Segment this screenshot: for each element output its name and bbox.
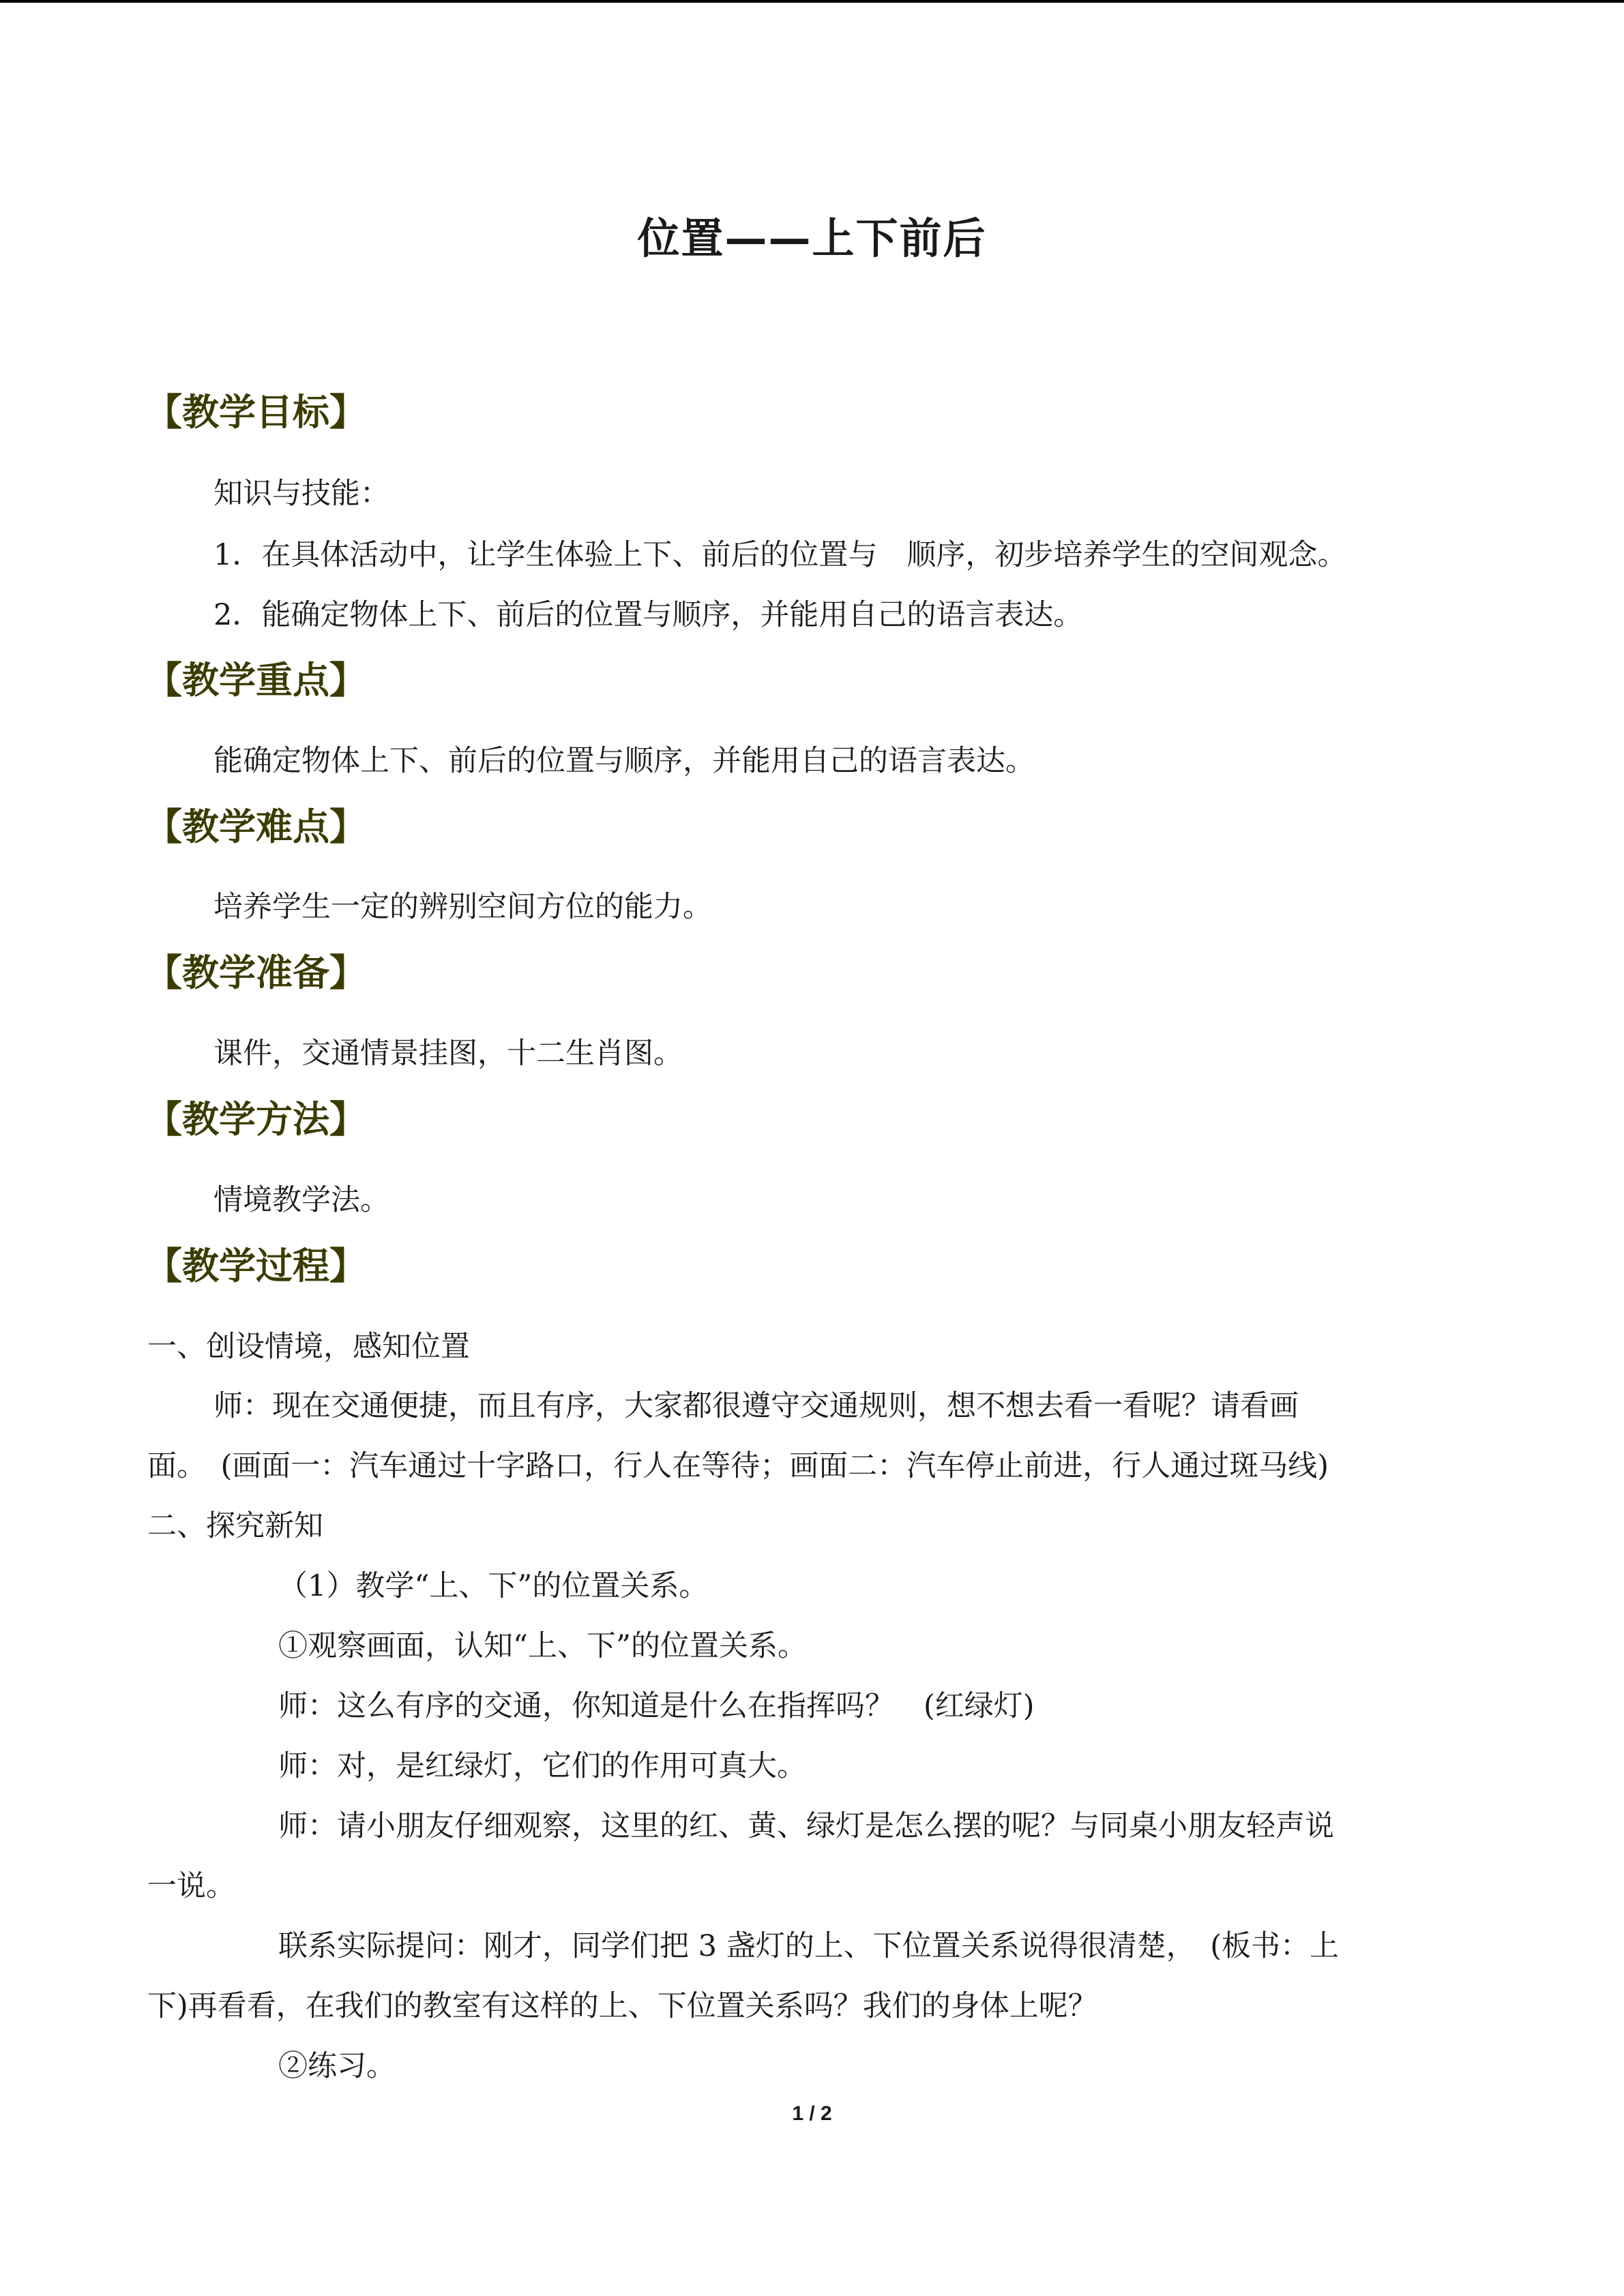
page-top-border — [0, 0, 1624, 3]
process-line: （1）教学“上、下”的位置关系。 — [278, 1569, 709, 1603]
process-line: 下)再看看，在我们的教室有这样的上、下位置关系吗？我们的身体上呢？ — [147, 1989, 1097, 2023]
process-line: ①观察画面，认知“上、下”的位置关系。 — [278, 1629, 807, 1663]
heading-key-points: 【教学重点】 — [145, 659, 366, 702]
process-line: 师：这么有序的交通，你知道是什么在指挥吗？ (红绿灯) — [278, 1689, 1035, 1723]
page-title: 位置——上下前后 — [637, 213, 987, 263]
goals-line: 1．在具体活动中，让学生体验上下、前后的位置与 顺序，初步培养学生的空间观念。 — [213, 538, 1347, 572]
heading-preparation: 【教学准备】 — [145, 951, 366, 994]
key-points-line: 能确定物体上下、前后的位置与顺序，并能用自己的语言表达。 — [213, 744, 1035, 778]
difficulties-line: 培养学生一定的辨别空间方位的能力。 — [213, 890, 712, 924]
process-line: 师：对，是红绿灯，它们的作用可真大。 — [278, 1749, 806, 1783]
goals-line: 2．能确定物体上下、前后的位置与顺序，并能用自己的语言表达。 — [213, 598, 1083, 632]
process-line: 一、创设情境，感知位置 — [147, 1330, 470, 1364]
process-line: ②练习。 — [278, 2049, 396, 2083]
process-line: 二、探究新知 — [147, 1509, 323, 1543]
process-line: 面。 (画面一：汽车通过十字路口，行人在等待；画面二：汽车停止前进，行人通过斑马线) — [147, 1449, 1329, 1483]
goals-line: 知识与技能： — [213, 477, 389, 511]
process-line: 师：现在交通便捷，而且有序，大家都很遵守交通规则，想不想去看一看呢？请看画 — [213, 1389, 1299, 1423]
heading-process: 【教学过程】 — [145, 1244, 366, 1287]
heading-teaching-goals: 【教学目标】 — [145, 391, 366, 434]
methods-line: 情境教学法。 — [213, 1183, 389, 1217]
page-number: 1 / 2 — [792, 2102, 832, 2125]
process-line: 联系实际提问：刚才，同学们把 3 盏灯的上、下位置关系说得很清楚， (板书：上 — [278, 1929, 1339, 1963]
heading-difficulties: 【教学难点】 — [145, 805, 366, 848]
process-line: 一说。 — [147, 1869, 235, 1903]
preparation-line: 课件，交通情景挂图，十二生肖图。 — [213, 1037, 683, 1071]
heading-methods: 【教学方法】 — [145, 1098, 366, 1141]
process-line: 师：请小朋友仔细观察，这里的红、黄、绿灯是怎么摆的呢？与同桌小朋友轻声说 — [278, 1809, 1334, 1843]
